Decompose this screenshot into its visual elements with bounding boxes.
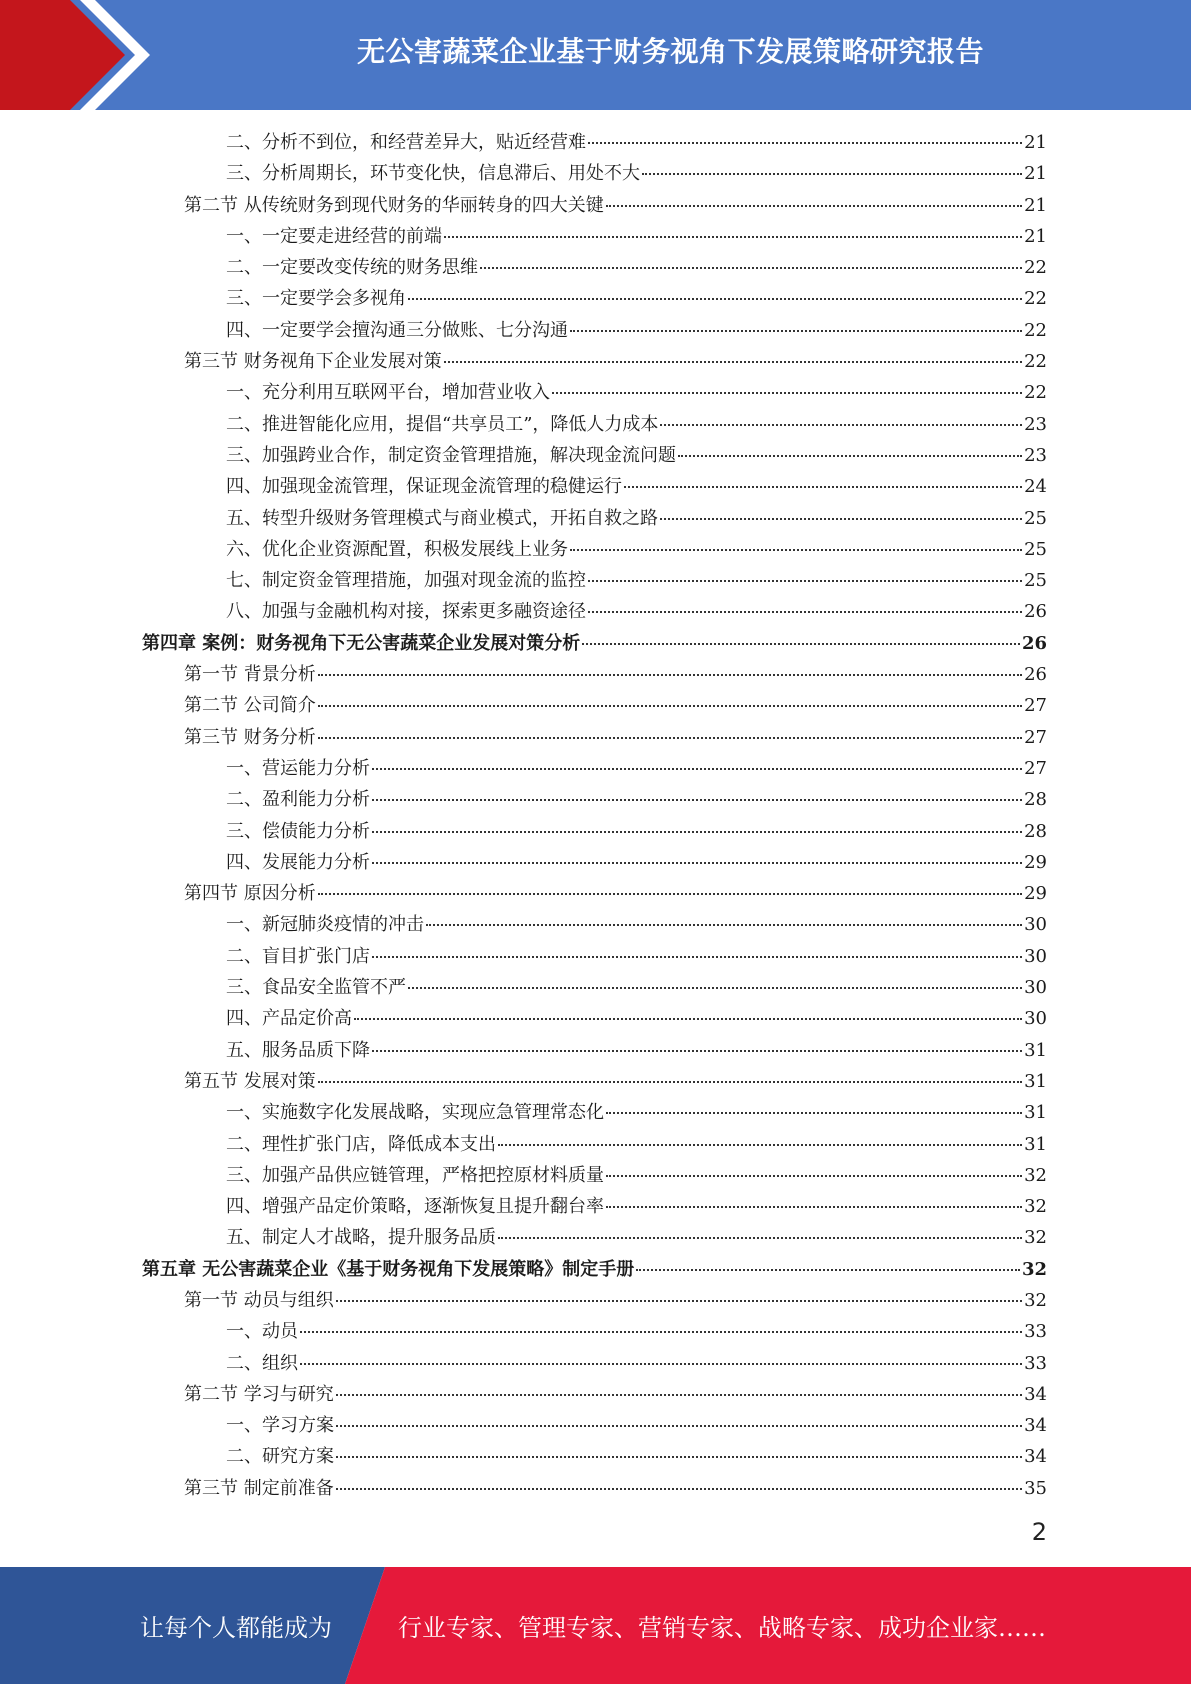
toc-section-entry[interactable]	[142, 346, 1047, 377]
toc-entry-label: 三、偿债能力分析	[226, 820, 370, 842]
toc-subsection-entry[interactable]	[142, 1191, 1047, 1222]
toc-dot-leader	[300, 1363, 1022, 1365]
toc-entry-label: 二、研究方案	[226, 1446, 334, 1468]
toc-entry-page: 32	[1024, 1289, 1047, 1311]
toc-section-entry[interactable]	[142, 1285, 1047, 1316]
toc-entry-label: 第一节 背景分析	[184, 664, 316, 686]
toc-subsection-entry[interactable]	[142, 972, 1047, 1003]
toc-dot-leader	[588, 611, 1022, 613]
toc-subsection-entry[interactable]	[142, 127, 1047, 158]
toc-dot-leader	[300, 1331, 1022, 1333]
toc-dot-leader	[426, 924, 1022, 926]
toc-entry-page: 27	[1024, 757, 1047, 779]
toc-subsection-entry[interactable]	[142, 1003, 1047, 1034]
toc-dot-leader	[336, 1425, 1022, 1427]
toc-entry-label: 二、一定要改变传统的财务思维	[226, 257, 478, 279]
toc-entry-page: 21	[1024, 163, 1047, 185]
toc-subsection-entry[interactable]	[142, 753, 1047, 784]
toc-entry-page: 33	[1024, 1321, 1047, 1343]
toc-entry-label: 五、转型升级财务管理模式与商业模式，开拓自救之路	[226, 507, 658, 529]
toc-dot-leader	[588, 142, 1022, 144]
toc-subsection-entry[interactable]	[142, 1129, 1047, 1160]
toc-entry-label: 八、加强与金融机构对接，探索更多融资途径	[226, 601, 586, 623]
toc-dot-leader	[318, 1081, 1022, 1083]
toc-entry-page: 26	[1024, 664, 1047, 686]
toc-dot-leader	[624, 486, 1022, 488]
toc-dot-leader	[336, 1488, 1022, 1490]
toc-entry-page: 34	[1024, 1446, 1047, 1468]
toc-section-entry[interactable]	[142, 690, 1047, 721]
toc-entry-page: 22	[1024, 351, 1047, 373]
toc-entry-page: 30	[1024, 977, 1047, 999]
toc-entry-page: 22	[1024, 319, 1047, 341]
toc-subsection-entry[interactable]	[142, 596, 1047, 627]
toc-subsection-entry[interactable]	[142, 377, 1047, 408]
toc-entry-page: 22	[1024, 288, 1047, 310]
toc-dot-leader	[444, 236, 1022, 238]
toc-entry-page: 22	[1024, 257, 1047, 279]
toc-entry-label: 第三节 制定前准备	[184, 1477, 334, 1499]
toc-entry-page: 31	[1024, 1133, 1047, 1155]
toc-entry-label: 第五节 发展对策	[184, 1070, 316, 1092]
toc-chapter-entry[interactable]	[142, 1254, 1047, 1285]
toc-entry-label: 三、分析周期长，环节变化快，信息滞后、用处不大	[226, 163, 640, 185]
toc-dot-leader	[606, 1112, 1022, 1114]
page-number: 2	[1031, 1518, 1047, 1546]
toc-entry-page: 27	[1024, 726, 1047, 748]
toc-section-entry[interactable]	[142, 722, 1047, 753]
toc-subsection-entry[interactable]	[142, 534, 1047, 565]
toc-dot-leader	[318, 893, 1022, 895]
toc-dot-leader	[372, 1050, 1022, 1052]
toc-subsection-entry[interactable]	[142, 1348, 1047, 1379]
toc-entry-page: 30	[1024, 1008, 1047, 1030]
toc-entry-label: 一、一定要走进经营的前端	[226, 225, 442, 247]
toc-subsection-entry[interactable]	[142, 909, 1047, 940]
toc-section-entry[interactable]	[142, 1473, 1047, 1504]
toc-entry-label: 一、新冠肺炎疫情的冲击	[226, 914, 424, 936]
toc-entry-label: 三、食品安全监管不严	[226, 977, 406, 999]
toc-entry-label: 二、盲目扩张门店	[226, 945, 370, 967]
toc-section-entry[interactable]	[142, 878, 1047, 909]
toc-subsection-entry[interactable]	[142, 315, 1047, 346]
toc-dot-leader	[318, 737, 1022, 739]
toc-entry-page: 31	[1024, 1039, 1047, 1061]
toc-entry-page: 24	[1024, 476, 1047, 498]
toc-dot-leader	[372, 956, 1022, 958]
toc-dot-leader	[408, 987, 1022, 989]
toc-dot-leader	[354, 1018, 1022, 1020]
page-header	[0, 0, 1191, 110]
toc-subsection-entry[interactable]	[142, 1316, 1047, 1347]
toc-entry-page: 25	[1024, 507, 1047, 529]
toc-entry-label: 第三节 财务视角下企业发展对策	[184, 351, 442, 373]
toc-dot-leader	[336, 1300, 1022, 1302]
toc-dot-leader	[318, 705, 1022, 707]
toc-dot-leader	[372, 799, 1022, 801]
toc-entry-label: 二、盈利能力分析	[226, 789, 370, 811]
toc-entry-label: 第三节 财务分析	[184, 726, 316, 748]
toc-entry-label: 三、一定要学会多视角	[226, 288, 406, 310]
toc-dot-leader	[642, 173, 1022, 175]
toc-entry-label: 四、加强现金流管理，保证现金流管理的稳健运行	[226, 476, 622, 498]
toc-subsection-entry[interactable]	[142, 816, 1047, 847]
toc-dot-leader	[606, 205, 1022, 207]
toc-entry-page: 30	[1024, 914, 1047, 936]
toc-entry-page: 31	[1024, 1070, 1047, 1092]
header-arrow-decoration	[0, 0, 160, 110]
toc-subsection-entry[interactable]	[142, 1410, 1047, 1441]
toc-entry-page: 32	[1024, 1164, 1047, 1186]
toc-dot-leader	[336, 1394, 1022, 1396]
toc-entry-page: 21	[1024, 132, 1047, 153]
toc-entry-page: 29	[1024, 851, 1047, 873]
toc-entry-label: 四、增强产品定价策略，逐渐恢复且提升翻台率	[226, 1196, 604, 1218]
toc-entry-page: 22	[1024, 382, 1047, 404]
toc-entry-page: 34	[1024, 1383, 1047, 1405]
toc-dot-leader	[606, 1206, 1022, 1208]
toc-entry-page: 32	[1024, 1196, 1047, 1218]
toc-entry-page: 25	[1024, 570, 1047, 592]
toc-entry-label: 第二节 学习与研究	[184, 1383, 334, 1405]
toc-entry-label: 第二节 公司简介	[184, 695, 316, 717]
toc-subsection-entry[interactable]	[142, 503, 1047, 534]
toc-entry-label: 二、理性扩张门店，降低成本支出	[226, 1133, 496, 1155]
footer-slogan-right: 行业专家、管理专家、营销专家、战略专家、成功企业家……	[398, 1614, 1046, 1642]
toc-entry-label: 四、产品定价高	[226, 1008, 352, 1030]
toc-entry-page: 33	[1024, 1352, 1047, 1374]
toc-subsection-entry[interactable]	[142, 1160, 1047, 1191]
toc-entry-page: 21	[1024, 194, 1047, 216]
toc-entry-page: 26	[1021, 632, 1047, 654]
toc-entry-label: 二、组织	[226, 1352, 298, 1374]
toc-entry-label: 第四节 原因分析	[184, 883, 316, 905]
toc-entry-page: 34	[1024, 1415, 1047, 1437]
toc-dot-leader	[660, 424, 1022, 426]
toc-entry-label: 五、制定人才战略，提升服务品质	[226, 1227, 496, 1249]
toc-subsection-entry[interactable]	[142, 1441, 1047, 1472]
toc-subsection-entry[interactable]	[142, 409, 1047, 440]
toc-subsection-entry[interactable]	[142, 1035, 1047, 1066]
toc-subsection-entry[interactable]	[142, 784, 1047, 815]
toc-dot-leader	[582, 643, 1020, 645]
toc-dot-leader	[498, 1237, 1022, 1239]
toc-entry-page: 29	[1024, 883, 1047, 905]
toc-entry-label: 五、服务品质下降	[226, 1039, 370, 1061]
toc-dot-leader	[606, 1175, 1022, 1177]
report-title: 无公害蔬菜企业基于财务视角下发展策略研究报告	[356, 35, 984, 68]
toc-entry-page: 23	[1024, 413, 1047, 435]
toc-entry-label: 四、一定要学会擅沟通三分做账、七分沟通	[226, 319, 568, 341]
toc-entry-label: 一、动员	[226, 1321, 298, 1343]
toc-entry-page: 21	[1024, 225, 1047, 247]
toc-entry-page: 32	[1024, 1227, 1047, 1249]
toc-entry-label: 四、发展能力分析	[226, 851, 370, 873]
toc-subsection-entry[interactable]	[142, 1222, 1047, 1253]
toc-entry-label: 一、营运能力分析	[226, 757, 370, 779]
toc-entry-label: 三、加强产品供应链管理，严格把控原材料质量	[226, 1164, 604, 1186]
toc-entry-label: 第四章 案例：财务视角下无公害蔬菜企业发展对策分析	[142, 632, 581, 654]
toc-entry-page: 26	[1024, 601, 1047, 623]
toc-subsection-entry[interactable]	[142, 221, 1047, 252]
toc-dot-leader	[480, 267, 1022, 269]
toc-subsection-entry[interactable]	[142, 158, 1047, 189]
toc-subsection-entry[interactable]	[142, 941, 1047, 972]
toc-dot-leader	[570, 549, 1022, 551]
toc-entry-label: 六、优化企业资源配置，积极发展线上业务	[226, 538, 568, 560]
table-of-contents	[142, 127, 1047, 1504]
toc-entry-label: 第五章 无公害蔬菜企业《基于财务视角下发展策略》制定手册	[142, 1258, 635, 1280]
toc-entry-page: 35	[1024, 1477, 1047, 1499]
toc-entry-label: 一、实施数字化发展战略，实现应急管理常态化	[226, 1102, 604, 1124]
toc-section-entry[interactable]	[142, 190, 1047, 221]
toc-entry-label: 第一节 动员与组织	[184, 1289, 334, 1311]
toc-entry-page: 28	[1024, 820, 1047, 842]
toc-entry-page: 31	[1024, 1102, 1047, 1124]
toc-entry-label: 一、学习方案	[226, 1415, 334, 1437]
toc-dot-leader	[372, 862, 1022, 864]
toc-entry-label: 七、制定资金管理措施，加强对现金流的监控	[226, 570, 586, 592]
toc-entry-label: 第二节 从传统财务到现代财务的华丽转身的四大关键	[184, 194, 604, 216]
toc-dot-leader	[588, 580, 1022, 582]
footer-slogan-left: 让每个人都能成为	[140, 1614, 332, 1642]
toc-chapter-entry[interactable]	[142, 628, 1047, 659]
toc-dot-leader	[372, 768, 1022, 770]
toc-dot-leader	[678, 455, 1022, 457]
toc-section-entry[interactable]	[142, 1066, 1047, 1097]
toc-dot-leader	[408, 298, 1022, 300]
page-footer	[0, 1567, 1191, 1684]
toc-dot-leader	[372, 831, 1022, 833]
toc-entry-label: 二、分析不到位，和经营差异大，贴近经营难	[226, 132, 586, 153]
toc-subsection-entry[interactable]	[142, 847, 1047, 878]
toc-entry-label: 二、推进智能化应用，提倡“共享员工”，降低人力成本	[226, 413, 659, 435]
toc-dot-leader	[660, 518, 1022, 520]
toc-subsection-entry[interactable]	[142, 1097, 1047, 1128]
toc-section-entry[interactable]	[142, 659, 1047, 690]
toc-entry-page: 25	[1024, 538, 1047, 560]
toc-subsection-entry[interactable]	[142, 565, 1047, 596]
toc-entry-label: 一、充分利用互联网平台，增加营业收入	[226, 382, 550, 404]
toc-entry-page: 32	[1021, 1258, 1047, 1280]
toc-subsection-entry[interactable]	[142, 283, 1047, 314]
toc-dot-leader	[444, 361, 1022, 363]
toc-subsection-entry[interactable]	[142, 252, 1047, 283]
toc-subsection-entry[interactable]	[142, 471, 1047, 502]
toc-entry-page: 23	[1024, 444, 1047, 466]
toc-dot-leader	[498, 1144, 1022, 1146]
toc-dot-leader	[570, 330, 1022, 332]
toc-entry-label: 三、加强跨业合作，制定资金管理措施，解决现金流问题	[226, 444, 676, 466]
toc-entry-page: 28	[1024, 789, 1047, 811]
toc-section-entry[interactable]	[142, 1379, 1047, 1410]
toc-subsection-entry[interactable]	[142, 440, 1047, 471]
toc-entry-page: 27	[1024, 695, 1047, 717]
toc-dot-leader	[318, 674, 1022, 676]
toc-dot-leader	[636, 1269, 1020, 1271]
toc-dot-leader	[552, 392, 1022, 394]
toc-dot-leader	[336, 1456, 1022, 1458]
toc-entry-page: 30	[1024, 945, 1047, 967]
